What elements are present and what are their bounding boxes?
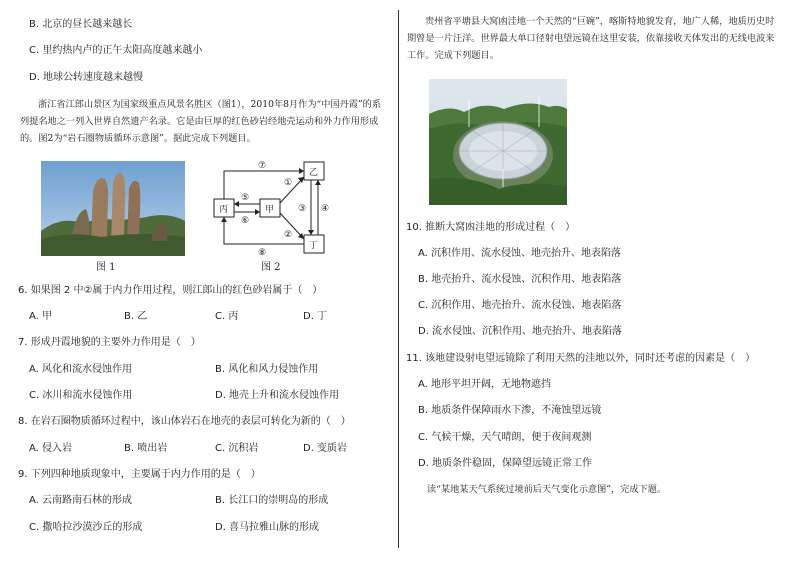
label-1: ① bbox=[284, 178, 293, 188]
label-yi: 乙 bbox=[309, 168, 319, 178]
q7-option-a[interactable]: A. 风化和流水侵蚀作用 bbox=[29, 364, 133, 375]
q10-option-c[interactable]: C. 沉积作用、地壳抬升、流水侵蚀、地表陷落 bbox=[418, 300, 622, 311]
q6-option-a[interactable]: A. 甲 bbox=[29, 311, 53, 322]
telescope-photo bbox=[429, 79, 567, 205]
q7-option-c[interactable]: C. 冰川和流水侵蚀作用 bbox=[29, 390, 133, 401]
q6-option-d[interactable]: D. 丁 bbox=[303, 311, 328, 322]
label-6: ⑥ bbox=[241, 216, 250, 226]
label-5: ⑤ bbox=[241, 193, 250, 203]
passage-jianglang: 浙江省江郎山景区为国家级重点风景名胜区（图1），2010年8月作为“中国丹霞”的系列提名地之一列入世界自然遗产名录。它是由巨厚的红色砂岩经地壳运动和外力作用形成的。图2为“岩石圈物质循环示意图”。据此完成下列题目。 bbox=[20, 99, 382, 144]
q8-option-c[interactable]: C. 沉积岩 bbox=[215, 443, 259, 454]
label-ding: 丁 bbox=[309, 241, 319, 251]
q9-stem: 9. 下列四种地质现象中，主要属于内力作用的是（ ） bbox=[18, 469, 261, 480]
telescope-icon bbox=[429, 79, 567, 205]
q11-option-c[interactable]: C. 气候干燥，天气晴朗，便于夜间观测 bbox=[418, 432, 592, 443]
q9-option-c[interactable]: C. 撒哈拉沙漠沙丘的形成 bbox=[29, 522, 143, 533]
q8-stem: 8. 在岩石圈物质循环过程中，该山体岩石在地壳的表层可转化为新的（ ） bbox=[18, 416, 351, 427]
label-8: ⑧ bbox=[258, 248, 267, 258]
q8-option-a[interactable]: A. 侵入岩 bbox=[29, 443, 73, 454]
q9-option-b[interactable]: B. 长江口的崇明岛的形成 bbox=[215, 495, 329, 506]
q10-option-a[interactable]: A. 沉积作用、流水侵蚀、地壳抬升、地表陷落 bbox=[418, 248, 622, 259]
q11-option-d[interactable]: D. 地质条件稳固，保障望远镜正常工作 bbox=[418, 458, 593, 469]
q10-option-d[interactable]: D. 流水侵蚀、沉积作用、地壳抬升、地表陷落 bbox=[418, 326, 623, 337]
q11-stem: 11. 该地建设射电望远镜除了利用天然的洼地以外，同时还考虑的因素是（ ） bbox=[406, 353, 756, 364]
q8-option-d[interactable]: D. 变质岩 bbox=[303, 443, 348, 454]
q11-option-a[interactable]: A. 地形平坦开阔，无地物遮挡 bbox=[418, 379, 552, 390]
label-bing: 丙 bbox=[219, 205, 229, 215]
label-3: ③ bbox=[298, 204, 307, 214]
q10-stem: 10. 推断大窝凼洼地的形成过程（ ） bbox=[406, 222, 576, 233]
q9-option-a[interactable]: A. 云南路南石林的形成 bbox=[29, 495, 133, 506]
q6-option-b[interactable]: B. 乙 bbox=[124, 311, 148, 322]
label-7: ⑦ bbox=[258, 161, 267, 171]
mountain-photo-icon bbox=[41, 161, 185, 256]
prev-option-c: C. 里约热内卢的正午太阳高度越来越小 bbox=[29, 45, 203, 56]
q9-option-d[interactable]: D. 喜马拉雅山脉的形成 bbox=[215, 522, 320, 533]
label-4: ④ bbox=[321, 204, 330, 214]
q7-option-b[interactable]: B. 风化和风力侵蚀作用 bbox=[215, 364, 319, 375]
next-passage: 读“某地某天气系统过境前后天气变化示意图”，完成下题。 bbox=[427, 484, 667, 495]
passage-fast: 贵州省平塘县大窝凼洼地一个天然的“巨碗”，喀斯特地貌发育，地广人稀，地质历史时期曾是一片汪洋。世界最大单口径射电望远镜在这里安装，依靠接收天体发出的无线电波来工作。完成下列题目。 bbox=[407, 16, 775, 61]
q10-option-b[interactable]: B. 地壳抬升、流水侵蚀、沉积作用、地表陷落 bbox=[418, 274, 622, 285]
label-2: ② bbox=[284, 230, 293, 240]
q8-option-b[interactable]: B. 喷出岩 bbox=[124, 443, 168, 454]
q6-option-c[interactable]: C. 丙 bbox=[215, 311, 239, 322]
prev-option-d: D. 地球公转速度越来越慢 bbox=[29, 72, 144, 83]
prev-option-b: B. 北京的昼长越来越长 bbox=[29, 19, 133, 30]
rock-cycle-diagram bbox=[205, 155, 335, 260]
q7-stem: 7. 形成丹霞地貌的主要外力作用是（ ） bbox=[18, 337, 201, 348]
q6-stem: 6. 如果图 2 中②属于内力作用过程，则江郎山的红色砂岩属于（ ） bbox=[18, 285, 323, 296]
q7-option-d[interactable]: D. 地壳上升和流水侵蚀作用 bbox=[215, 390, 340, 401]
figure-1-caption: 图 1 bbox=[96, 262, 116, 273]
column-divider bbox=[398, 10, 399, 548]
q11-option-b[interactable]: B. 地质条件保障雨水下渗，不淹蚀望远镜 bbox=[418, 405, 602, 416]
figure-1-photo bbox=[41, 161, 185, 256]
label-jia: 甲 bbox=[265, 205, 275, 215]
figure-2-caption: 图 2 bbox=[261, 262, 281, 273]
